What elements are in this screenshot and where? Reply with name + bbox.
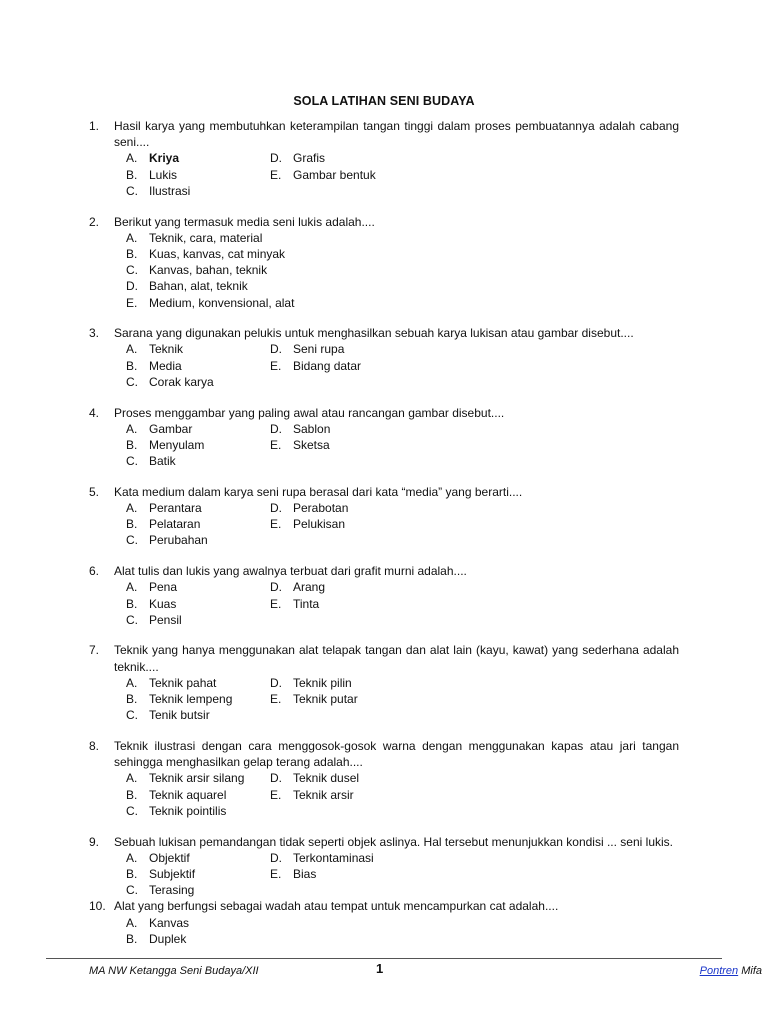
option-text: Arang <box>293 580 326 595</box>
option-text: Grafis <box>293 151 326 166</box>
answer-option <box>126 803 270 819</box>
answer-options <box>114 341 679 390</box>
question-text: Sebuah lukisan pemandangan tidak seperti objek aslinya. Hal tersebut menunjukkan kondisi ... seni lukis. <box>114 834 673 849</box>
answer-option <box>270 341 470 357</box>
question-item <box>89 214 679 311</box>
answer-option <box>126 850 270 866</box>
option-text: Pelukisan <box>293 517 346 532</box>
question-number: 4. <box>89 405 100 420</box>
question-item <box>89 325 679 390</box>
answer-option <box>270 516 470 532</box>
answer-option <box>126 150 270 166</box>
option-text: Tenik butsir <box>149 708 210 723</box>
answer-option <box>126 246 426 262</box>
option-letter: C. <box>126 533 138 548</box>
option-letter: D. <box>270 342 282 357</box>
option-text: Teknik pointilis <box>149 803 227 818</box>
question-text: Hasil karya yang membutuhkan keterampilan tangan tinggi dalam proses pembuatannya adalah cabang seni.... <box>114 119 679 150</box>
answer-option <box>126 596 270 612</box>
answer-options <box>114 421 679 470</box>
answer-option <box>126 612 270 628</box>
option-letter: A. <box>126 151 138 166</box>
option-letter: A. <box>126 675 138 690</box>
option-text: Lukis <box>149 167 178 182</box>
question-list <box>89 118 679 947</box>
option-text: Kanvas, bahan, teknik <box>149 263 268 278</box>
answer-option <box>270 579 470 595</box>
footer-author <box>700 965 762 977</box>
option-text: Kanvas <box>149 915 190 930</box>
question-number: 6. <box>89 564 100 579</box>
option-text: Perantara <box>149 501 202 516</box>
option-letter: B. <box>126 246 138 261</box>
answer-options <box>114 675 679 724</box>
answer-option <box>126 915 426 931</box>
question-item <box>89 563 679 628</box>
answer-option <box>126 532 270 548</box>
option-text: Pena <box>149 580 178 595</box>
option-text: Corak karya <box>149 374 214 389</box>
answer-option <box>270 421 470 437</box>
option-text: Perubahan <box>149 533 208 548</box>
question-item <box>89 118 679 199</box>
option-letter: D. <box>270 580 282 595</box>
answer-option <box>126 295 426 311</box>
option-letter: A. <box>126 230 138 245</box>
answer-options <box>114 230 679 311</box>
option-letter: A. <box>126 421 138 436</box>
option-letter: D. <box>270 421 282 436</box>
option-letter: C. <box>126 803 138 818</box>
question-number: 2. <box>89 214 100 229</box>
option-letter: A. <box>126 850 138 865</box>
option-text: Teknik dusel <box>293 771 360 786</box>
option-text: Kuas, kanvas, cat minyak <box>149 246 286 261</box>
option-text: Pelataran <box>149 517 201 532</box>
answer-option <box>270 167 470 183</box>
option-letter: B. <box>126 167 138 182</box>
answer-option <box>126 341 270 357</box>
option-letter: E. <box>270 358 282 373</box>
option-text: Teknik aquarel <box>149 787 227 802</box>
option-letter: C. <box>126 374 138 389</box>
question-text: Kata medium dalam karya seni rupa berasal dari kata “media” yang berarti.... <box>114 484 523 499</box>
question-text: Proses menggambar yang paling awal atau rancangan gambar disebut.... <box>114 405 505 420</box>
option-text: Teknik <box>149 342 184 357</box>
answer-option <box>126 691 270 707</box>
answer-option <box>270 770 470 786</box>
answer-option <box>270 691 470 707</box>
option-letter: E. <box>270 787 282 802</box>
option-letter: B. <box>126 692 138 707</box>
option-text: Gambar <box>149 421 193 436</box>
option-text: Sketsa <box>293 437 330 452</box>
option-letter: B. <box>126 596 138 611</box>
footer-author-link[interactable]: Pontren <box>699 965 739 977</box>
option-letter: E. <box>270 437 282 452</box>
answer-options <box>114 770 679 819</box>
option-letter: B. <box>126 517 138 532</box>
option-text: Teknik pahat <box>149 675 217 690</box>
question-text: Teknik ilustrasi dengan cara menggosok-gosok warna dengan menggunakan kapas atau jari tangan sehingga menghasilkan gelap terang adalah.... <box>114 739 679 770</box>
option-letter: E. <box>270 167 282 182</box>
option-text: Teknik arsir silang <box>149 771 245 786</box>
option-letter: B. <box>126 358 138 373</box>
option-text: Objektif <box>149 850 190 865</box>
option-text: Perabotan <box>293 501 349 516</box>
answer-option <box>126 516 270 532</box>
question-item <box>89 484 679 549</box>
answer-option <box>126 707 270 723</box>
option-letter: C. <box>126 883 138 898</box>
option-letter: A. <box>126 771 138 786</box>
question-text: Teknik yang hanya menggunakan alat telapak tangan dan alat lain (kayu, kawat) yang sederhana adalah teknik.... <box>114 643 679 674</box>
option-text: Tinta <box>293 596 320 611</box>
answer-options <box>114 850 679 899</box>
answer-option <box>126 167 270 183</box>
answer-options <box>114 500 679 549</box>
option-text: Bidang datar <box>293 358 362 373</box>
answer-option <box>270 358 470 374</box>
answer-option <box>126 183 270 199</box>
answer-option <box>126 421 270 437</box>
option-letter: E. <box>126 295 138 310</box>
option-letter: C. <box>126 454 138 469</box>
option-letter: A. <box>126 915 138 930</box>
option-text: Teknik arsir <box>293 787 354 802</box>
option-text: Ilustrasi <box>149 183 191 198</box>
question-number: 1. <box>89 119 100 133</box>
answer-option <box>126 675 270 691</box>
answer-option <box>270 150 470 166</box>
option-text: Medium, konvensional, alat <box>149 295 295 310</box>
answer-option <box>270 866 470 882</box>
question-item <box>89 738 679 819</box>
option-letter: A. <box>126 342 138 357</box>
option-text: Subjektif <box>149 866 196 881</box>
option-text: Terkontaminasi <box>293 850 374 865</box>
option-text: Gambar bentuk <box>293 167 376 182</box>
footer-author-suffix: Mifa <box>738 965 762 977</box>
option-text: Sablon <box>293 421 331 436</box>
footer-school-subject: MA NW Ketangga Seni Budaya/XII <box>89 965 259 977</box>
option-letter: E. <box>270 692 282 707</box>
footer-divider <box>46 958 722 959</box>
option-letter: D. <box>270 501 282 516</box>
answer-option <box>126 358 270 374</box>
answer-option <box>126 278 426 294</box>
question-number: 9. <box>89 834 100 849</box>
option-text: Teknik lempeng <box>149 692 233 707</box>
question-text: Berikut yang termasuk media seni lukis adalah.... <box>114 214 375 229</box>
answer-option <box>126 787 270 803</box>
option-letter: A. <box>126 501 138 516</box>
option-letter: A. <box>126 580 138 595</box>
option-text: Pensil <box>149 612 182 627</box>
option-letter: C. <box>126 263 138 278</box>
question-number: 5. <box>89 484 100 499</box>
option-letter: D. <box>126 279 138 294</box>
answer-option <box>126 262 426 278</box>
answer-option <box>126 453 270 469</box>
option-letter: C. <box>126 183 138 198</box>
option-text: Teknik, cara, material <box>149 230 263 245</box>
option-text: Kuas <box>149 596 177 611</box>
answer-option <box>126 437 270 453</box>
answer-option <box>270 500 470 516</box>
option-text: Kriya <box>149 151 180 166</box>
document-title: SOLA LATIHAN SENI BUDAYA <box>293 94 475 108</box>
option-text: Bias <box>293 866 317 881</box>
option-letter: B. <box>126 437 138 452</box>
option-letter: D. <box>270 151 282 166</box>
option-text: Menyulam <box>149 437 205 452</box>
option-letter: B. <box>126 866 138 881</box>
option-text: Teknik pilin <box>293 675 352 690</box>
answer-option <box>270 437 470 453</box>
option-text: Seni rupa <box>293 342 345 357</box>
option-text: Batik <box>149 454 176 469</box>
answer-option <box>126 579 270 595</box>
answer-option <box>270 675 470 691</box>
answer-option <box>270 596 470 612</box>
question-number: 7. <box>89 643 100 658</box>
option-letter: D. <box>270 771 282 786</box>
question-text: Alat tulis dan lukis yang awalnya terbuat dari grafit murni adalah.... <box>114 564 467 579</box>
answer-option <box>126 931 426 947</box>
option-letter: E. <box>270 866 282 881</box>
answer-option <box>126 866 270 882</box>
option-letter: C. <box>126 708 138 723</box>
answer-option <box>126 500 270 516</box>
option-text: Duplek <box>149 931 187 946</box>
option-letter: D. <box>270 850 282 865</box>
question-number: 8. <box>89 739 100 753</box>
question-item <box>89 898 679 947</box>
option-text: Terasing <box>149 883 195 898</box>
question-number: 10. <box>89 899 106 914</box>
answer-options <box>114 150 679 199</box>
question-item <box>89 834 679 899</box>
option-letter: C. <box>126 612 138 627</box>
answer-option <box>126 374 270 390</box>
option-letter: E. <box>270 596 282 611</box>
question-item <box>89 642 679 723</box>
option-text: Teknik putar <box>293 692 358 707</box>
option-text: Bahan, alat, teknik <box>149 279 248 294</box>
answer-option <box>270 850 470 866</box>
answer-options <box>114 915 679 947</box>
page-number: 1 <box>376 961 384 976</box>
answer-option <box>126 882 270 898</box>
question-text: Sarana yang digunakan pelukis untuk menghasilkan sebuah karya lukisan atau gambar disebut.... <box>114 326 634 341</box>
answer-options <box>114 579 679 628</box>
question-text: Alat yang berfungsi sebagai wadah atau tempat untuk mencampurkan cat adalah.... <box>114 899 559 914</box>
answer-option <box>126 770 270 786</box>
answer-option <box>270 787 470 803</box>
option-letter: E. <box>270 517 282 532</box>
option-letter: B. <box>126 931 138 946</box>
question-number: 3. <box>89 326 100 341</box>
question-item <box>89 405 679 470</box>
option-letter: D. <box>270 675 282 690</box>
option-letter: B. <box>126 787 138 802</box>
option-text: Media <box>149 358 182 373</box>
answer-option <box>126 230 426 246</box>
